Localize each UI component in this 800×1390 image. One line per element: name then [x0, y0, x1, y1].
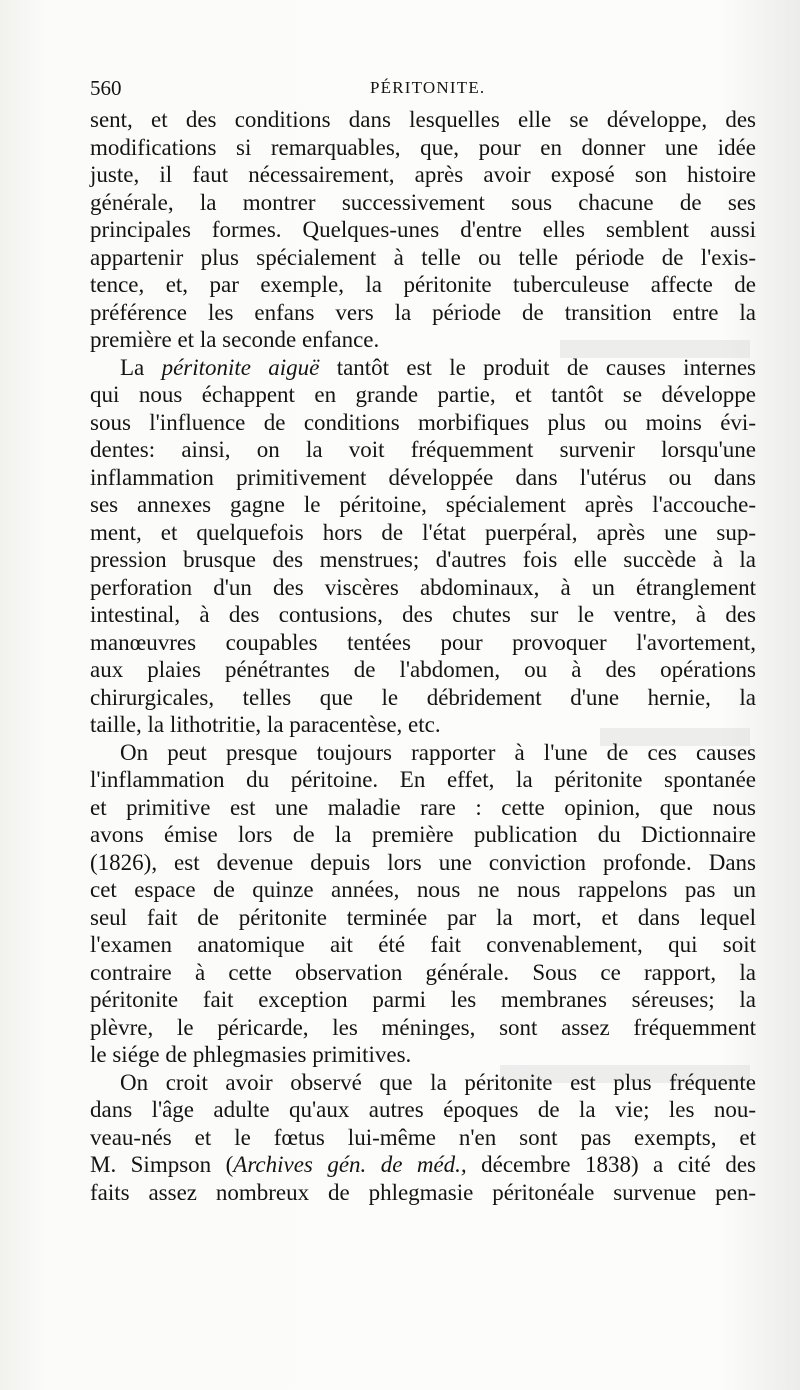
- text-line: l'inflammation du péritoine. En effet, la péritonite spontanée: [90, 767, 756, 792]
- text-line: péritonite fait exception parmi les membranes séreuses; la: [90, 987, 756, 1012]
- text-line: l'examen anatomique ait été fait convenablement, qui soit: [90, 932, 756, 957]
- text-line: juste, il faut nécessairement, après avoir exposé son histoire: [90, 162, 756, 187]
- text-line: et primitive est une maladie rare : cette opinion, que nous: [90, 794, 756, 820]
- page-number: 560: [90, 76, 122, 100]
- line-segment: décembre 1838) a cité des: [466, 1152, 756, 1177]
- line-segment: La: [120, 354, 162, 380]
- italic-term: péritonite aiguë: [161, 354, 320, 380]
- text-line: faits assez nombreux de phlegmasie péritonéale survenue pen-: [90, 1179, 756, 1205]
- text-line: avons émise lors de la première publication du Dictionnaire: [90, 822, 756, 847]
- text-line: contraire à cette observation générale. Sous ce rapport, la: [90, 959, 756, 985]
- text-line: inflammation primitivement développée dans l'utérus ou dans: [90, 464, 756, 490]
- body-text: [90, 106, 756, 1206]
- text-line: sous l'influence de conditions morbifiques plus ou moins évi-: [90, 409, 756, 435]
- line-segment: M. Simpson (: [90, 1152, 234, 1177]
- text-line: manœuvres coupables tentées pour provoquer l'avortement,: [90, 629, 756, 655]
- text-line: dans l'âge adulte qu'aux autres époques de la vie; les nou-: [90, 1097, 756, 1122]
- text-line: appartenir plus spécialement à telle ou telle période de l'exis-: [90, 244, 756, 270]
- text-line: cet espace de quinze années, nous ne nous rappelons pas un: [90, 877, 756, 902]
- text-line: (1826), est devenue depuis lors une conviction profonde. Dans: [90, 849, 756, 875]
- text-line: [90, 354, 756, 382]
- text-line: [90, 1151, 756, 1179]
- text-line: sent, et des conditions dans lesquelles elle se développe, des: [90, 107, 756, 132]
- text-line: tence, et, par exemple, la péritonite tuberculeuse affecte de: [90, 272, 756, 297]
- text-line: modifications si remarquables, que, pour en donner une idée: [90, 134, 756, 160]
- text-line: le siége de phlegmasies primitives.: [90, 1042, 412, 1067]
- text-line: première et la seconde enfance.: [90, 327, 380, 352]
- text-line: ses annexes gagne le péritoine, spécialement après l'accouche-: [90, 492, 756, 517]
- running-title: PÉRITONITE.: [370, 78, 486, 97]
- text-line: intestinal, à des contusions, des chutes sur le ventre, à des: [90, 602, 756, 627]
- text-line: générale, la montrer successivement sous chacune de ses: [90, 189, 756, 215]
- journal-title: Archives gén. de méd.,: [233, 1152, 467, 1177]
- text-line: On peut presque toujours rapporter à l'une de ces causes: [120, 739, 756, 765]
- text-line: pression brusque des menstrues; d'autres fois elle succède à la: [90, 547, 756, 572]
- text-line: préférence les enfans vers la période de transition entre la: [90, 299, 756, 325]
- text-line: qui nous échappent en grande partie, et tantôt se développe: [90, 382, 756, 407]
- text-line: aux plaies pénétrantes de l'abdomen, ou à des opérations: [90, 657, 756, 682]
- text-line: seul fait de péritonite terminée par la mort, et dans lequel: [90, 904, 756, 930]
- text-line: plèvre, le péricarde, les méninges, sont assez fréquemment: [90, 1014, 756, 1040]
- text-line: principales formes. Quelques-unes d'entre elles semblent aussi: [90, 217, 756, 242]
- running-head: [90, 72, 756, 104]
- text-line: ment, et quelquefois hors de l'état puerpéral, après une sup-: [90, 519, 756, 545]
- line-segment: tantôt est le produit de causes internes: [319, 354, 756, 380]
- text-line: taille, la lithotritie, la paracentèse, etc.: [90, 712, 441, 737]
- text-line: chirurgicales, telles que le débridement d'une hernie, la: [90, 684, 756, 710]
- text-line: veau-nés et le fœtus lui-même n'en sont pas exempts, et: [90, 1124, 756, 1150]
- text-line: perforation d'un des viscères abdominaux, à un étranglement: [90, 574, 756, 600]
- text-line: dentes: ainsi, on la voit fréquemment survenir lorsqu'une: [90, 437, 756, 462]
- text-line: On croit avoir observé que la péritonite est plus fréquente: [120, 1069, 756, 1095]
